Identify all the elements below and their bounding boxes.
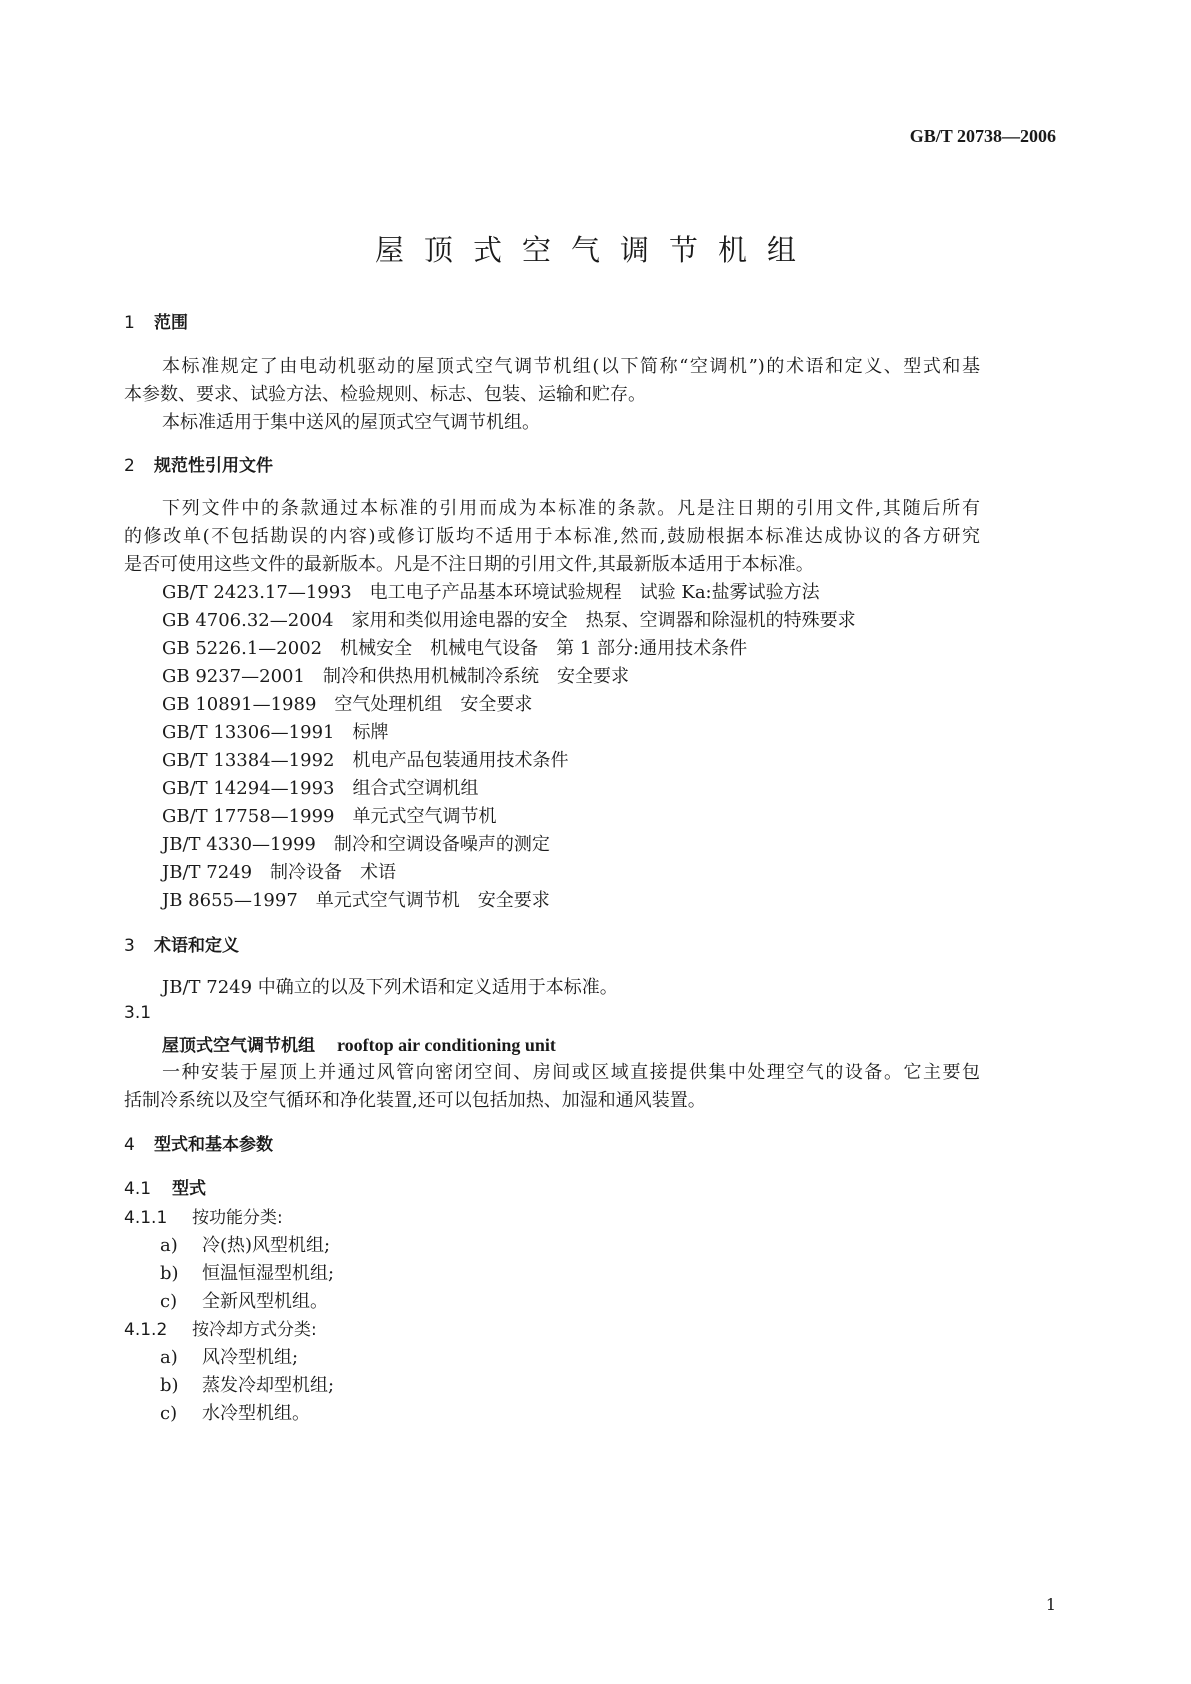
list-label: c) <box>160 1291 178 1312</box>
reference-code: GB/T 17758—1999 <box>162 806 335 827</box>
list-text: 冷(热)风型机组; <box>202 1235 331 1256</box>
reference-title: 制冷和空调设备噪声的测定 <box>333 834 550 855</box>
list-text: 全新风型机组。 <box>202 1291 328 1312</box>
subsection-number: 4.1.2 <box>124 1320 168 1340</box>
reference-item <box>162 802 496 828</box>
list-item <box>160 1399 310 1425</box>
list-label: b) <box>160 1263 179 1284</box>
reference-code: JB/T 4330—1999 <box>162 834 316 855</box>
reference-code: GB 4706.32—2004 <box>162 610 334 631</box>
list-item <box>160 1371 334 1397</box>
reference-code: GB/T 13306—1991 <box>162 722 335 743</box>
reference-item <box>162 662 629 688</box>
list-text: 恒温恒湿型机组; <box>202 1263 335 1284</box>
reference-item <box>162 774 478 800</box>
standard-code: GB/T 20738—2006 <box>909 126 1056 146</box>
subsection-4-1-1 <box>124 1203 283 1228</box>
list-label: a) <box>160 1347 178 1368</box>
list-label: b) <box>160 1375 179 1396</box>
reference-item <box>162 746 568 772</box>
subsection-title: 按冷却方式分类: <box>192 1320 317 1340</box>
reference-code: GB 10891—1989 <box>162 694 317 715</box>
reference-code: GB 5226.1—2002 <box>162 638 323 659</box>
list-text: 蒸发冷却型机组; <box>202 1375 335 1396</box>
definition: 括制冷系统以及空气循环和净化装置,还可以包括加热、加湿和通风装置。 <box>124 1090 706 1111</box>
reference-title: 制冷设备 术语 <box>270 862 397 883</box>
reference-item <box>162 858 396 884</box>
list-label: a) <box>160 1235 178 1256</box>
reference-title: 制冷和供热用机械制冷系统 安全要求 <box>322 666 629 687</box>
reference-title: 家用和类似用途电器的安全 热泵、空调器和除湿机的特殊要求 <box>351 610 856 631</box>
reference-item <box>162 690 532 716</box>
reference-item <box>162 634 747 660</box>
paragraph: 是否可使用这些文件的最新版本。凡是不注日期的引用文件,其最新版本适用于本标准。 <box>124 554 814 575</box>
document-title: 屋顶式空气调节机组 <box>374 233 816 267</box>
reference-title: 单元式空气调节机 <box>352 806 497 827</box>
definition: 一种安装于屋顶上并通过风管向密闭空间、房间或区域直接提供集中处理空气的设备。它主要包 <box>162 1062 980 1083</box>
reference-title: 电工电子产品基本环境试验规程 试验 Ka:盐雾试验方法 <box>369 582 820 603</box>
reference-code: GB 9237—2001 <box>162 666 305 687</box>
reference-code: GB/T 13384—1992 <box>162 750 335 771</box>
reference-item <box>162 830 550 856</box>
reference-title: 机电产品包装通用技术条件 <box>352 750 569 771</box>
list-item <box>160 1231 330 1257</box>
paragraph: 的修改单(不包括勘误的内容)或修订版均不适用于本标准,然而,鼓励根据本标准达成协议的各方研究 <box>124 526 980 547</box>
reference-item <box>162 606 856 632</box>
subsection-4-1-2 <box>124 1315 317 1340</box>
paragraph: 本参数、要求、试验方法、检验规则、标志、包装、运输和贮存。 <box>124 384 646 405</box>
list-text: 水冷型机组。 <box>202 1403 310 1424</box>
list-label: c) <box>160 1403 178 1424</box>
reference-code: JB 8655—1997 <box>162 890 298 911</box>
subsection-4-1 <box>124 1174 206 1199</box>
list-text: 风冷型机组; <box>202 1347 299 1368</box>
subsection-number: 4.1.1 <box>124 1208 168 1228</box>
section-title: 范围 <box>154 313 188 333</box>
subsection-title: 按功能分类: <box>192 1208 283 1228</box>
section-number: 4 <box>124 1135 135 1155</box>
reference-code: GB/T 2423.17—1993 <box>162 582 352 603</box>
section-3-heading <box>124 931 239 956</box>
section-title: 术语和定义 <box>154 936 239 956</box>
section-title: 型式和基本参数 <box>154 1135 273 1155</box>
reference-item <box>162 718 388 744</box>
paragraph: JB/T 7249 中确立的以及下列术语和定义适用于本标准。 <box>162 977 618 998</box>
reference-title: 空气处理机组 安全要求 <box>334 694 533 715</box>
clause-number: 3.1 <box>124 1003 152 1023</box>
section-number: 2 <box>124 456 135 476</box>
reference-item <box>162 886 550 912</box>
section-title: 规范性引用文件 <box>154 456 273 476</box>
paragraph: 本标准适用于集中送风的屋顶式空气调节机组。 <box>162 412 540 433</box>
list-item <box>160 1343 298 1369</box>
term-english: rooftop air conditioning unit <box>337 1035 556 1055</box>
subsection-number: 4.1 <box>124 1179 152 1199</box>
term-entry <box>162 1031 556 1056</box>
paragraph: 下列文件中的条款通过本标准的引用而成为本标准的条款。凡是注日期的引用文件,其随后所有 <box>162 498 980 519</box>
reference-code: JB/T 7249 <box>162 862 253 883</box>
section-4-heading <box>124 1130 273 1155</box>
list-item <box>160 1287 328 1313</box>
page-number: 1 <box>1045 1595 1056 1614</box>
section-number: 1 <box>124 313 135 333</box>
paragraph: 本标准规定了由电动机驱动的屋顶式空气调节机组(以下简称“空调机”)的术语和定义、型式和基 <box>162 356 980 377</box>
list-item <box>160 1259 334 1285</box>
reference-title: 单元式空气调节机 安全要求 <box>315 890 550 911</box>
section-1-heading <box>124 308 188 333</box>
reference-item <box>162 578 820 604</box>
section-number: 3 <box>124 936 135 956</box>
reference-title: 标牌 <box>352 722 389 743</box>
reference-title: 机械安全 机械电气设备 第 1 部分:通用技术条件 <box>340 638 748 659</box>
term-chinese: 屋顶式空气调节机组 <box>162 1036 315 1056</box>
reference-title: 组合式空调机组 <box>352 778 479 799</box>
subsection-title: 型式 <box>172 1179 206 1199</box>
reference-code: GB/T 14294—1993 <box>162 778 335 799</box>
section-2-heading <box>124 451 273 476</box>
